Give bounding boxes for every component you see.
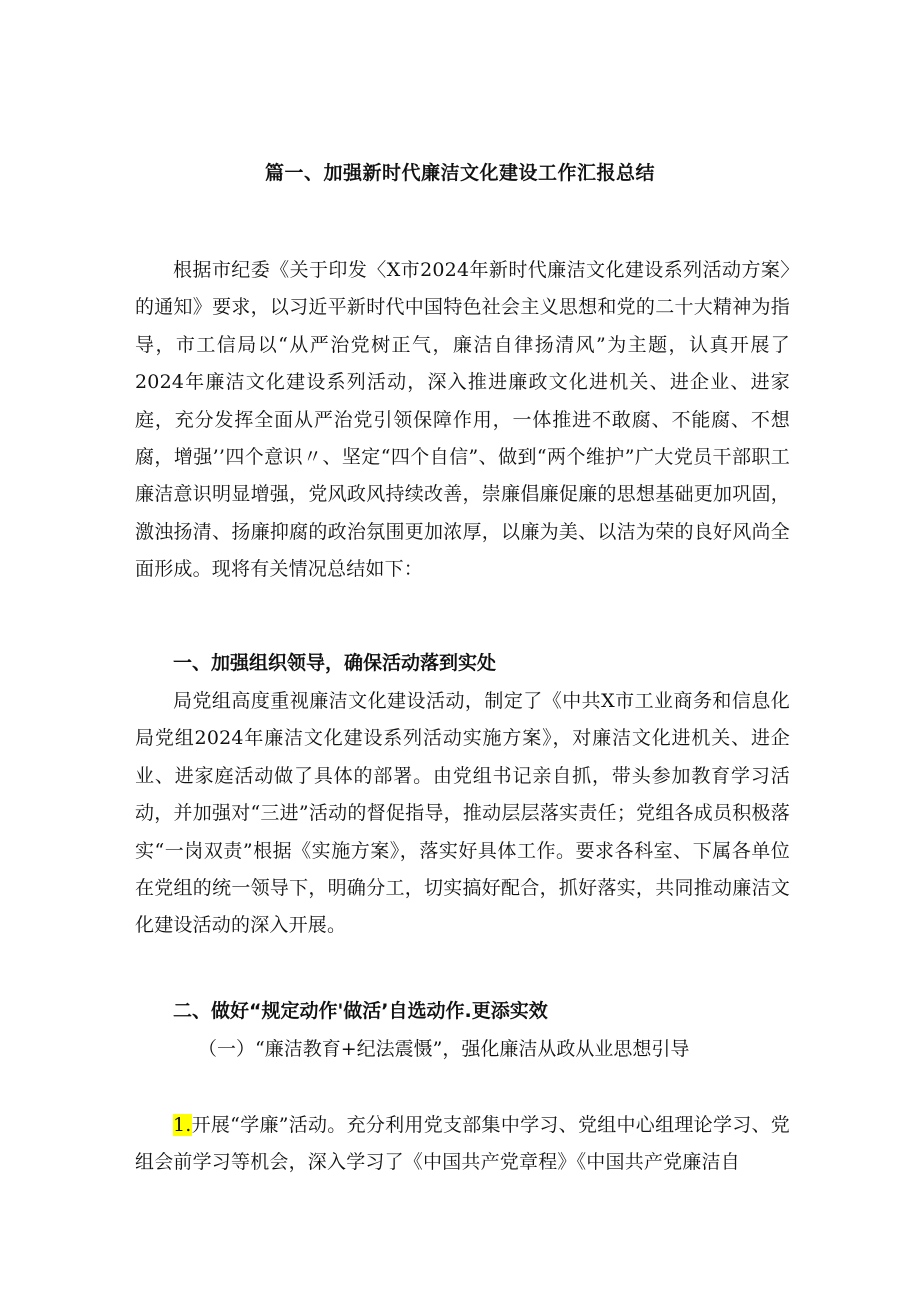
section-2-subheading-1: （一）“廉洁教育+纪法震慑”，强化廉洁从政从业思想引导: [198, 1038, 690, 1060]
item-1-text: 开展“学廉”活动。充分利用党支部集中学习、党组中心组理论学习、党组会前学习等机会，深入学习了《中国共产党章程》《中国共产党廉洁自: [135, 1114, 790, 1174]
section-2-heading: 二、做好“规定动作'做活’自选动作.更添实效: [173, 1000, 548, 1022]
intro-paragraph: 根据市纪委《关于印发〈X市2024年新时代廉洁文化建设系列活动方案〉的通知》要求，以习近平新时代中国特色社会主义思想和党的二十大精神为指导，市工信局以“从严治党树正气，廉洁自律扬清风”为主题，认真开展了2024年廉洁文化建设系列活动，深入推进廉政文化进机关、进企业、进家庭，充分发挥全面从严治党引领保障作用，一体推进不敢腐、不能腐、不想腐，增强’’四个意识〃、坚定“四个自信”、做到“两个维护”广大党员干部职工廉洁意识明显增强，党风政风持续改善，崇廉倡廉促廉的思想基础更加巩固，激浊扬清、扬廉抑腐的政治氛围更加浓厚，以廉为美、以洁为荣的良好风尚全面形成。现将有关情况总结如下：: [135, 259, 790, 581]
document-title: 篇一、加强新时代廉洁文化建设工作汇报总结: [264, 162, 655, 184]
section-1-paragraph: 局党组高度重视廉洁文化建设活动，制定了《中共X市工业商务和信息化局党组2024年廉洁文化建设系列活动实施方案》，对廉洁文化进机关、进企业、进家庭活动做了具体的部署。由党组书记亲自抓，带头参加教育学习活动，并加强对“三进”活动的督促指导，推动层层落实责任；党组各成员积极落实“一岗双责”根据《实施方案》，落实好具体工作。要求各科室、下属各单位在党组的统一领导下，明确分工，切实搞好配合，抓好落实，共同推动廉洁文化建设活动的深入开展。: [135, 690, 790, 937]
item-1-paragraph: [135, 1107, 790, 1182]
item-1-number-highlight: 1.: [173, 1114, 192, 1136]
section-1-heading: 一、加强组织领导，确保活动落到实处: [173, 652, 497, 674]
